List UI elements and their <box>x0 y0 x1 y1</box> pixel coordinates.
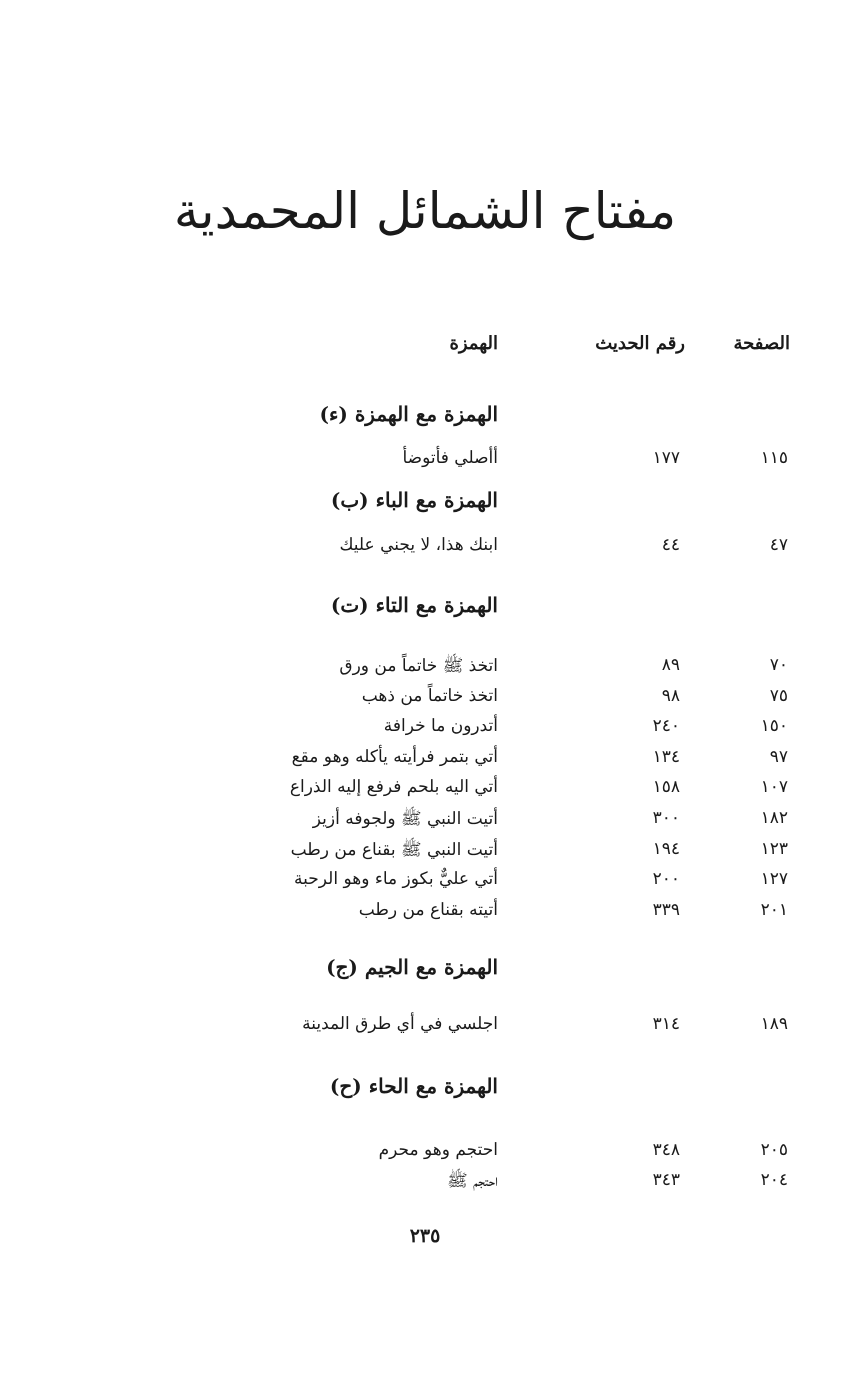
section-heading: الهمزة مع الجيم (ج) <box>326 955 498 979</box>
section-heading: الهمزة مع الباء (ب) <box>330 488 498 512</box>
index-row <box>0 808 850 834</box>
section-heading: الهمزة مع الهمزة (ء) <box>319 402 498 426</box>
header-page: الصفحة <box>733 333 790 354</box>
row-text: أتي عليٌّ بكوز ماء وهو الرحبة <box>294 869 498 889</box>
header-hadith-number: رقم الحديث <box>595 333 685 354</box>
section-heading: الهمزة مع التاء (ت) <box>330 593 498 617</box>
row-number: ٨٩ <box>661 655 680 675</box>
index-row <box>0 1014 850 1040</box>
header-hamza: الهمزة <box>449 333 498 354</box>
row-number: ٩٨ <box>661 686 680 706</box>
row-text: أتي بتمر فرأيته يأكله وهو مقع <box>291 747 498 767</box>
row-page: ١٨٢ <box>760 808 788 828</box>
page-number: ٢٣٥ <box>409 1225 441 1247</box>
index-row <box>0 686 850 712</box>
row-text: أتيته بقناع من رطب <box>358 900 498 920</box>
row-page: ١٨٩ <box>760 1014 788 1034</box>
row-text: ابنك هذا، لا يجني عليك <box>339 535 498 555</box>
index-row <box>0 1140 850 1166</box>
row-page: ١٠٧ <box>760 777 788 797</box>
row-page: ٩٧ <box>769 747 788 767</box>
row-page: ٧٠ <box>769 655 788 675</box>
row-number: ١٩٤ <box>652 839 680 859</box>
index-row <box>0 535 850 561</box>
row-page: ٢٠٥ <box>760 1140 788 1160</box>
row-number: ١٣٤ <box>652 747 680 767</box>
row-text: اجلسي في أي طرق المدينة <box>302 1014 498 1034</box>
row-text: احتجم وهو محرم <box>378 1140 498 1160</box>
section-heading: الهمزة مع الحاء (ح) <box>329 1074 498 1098</box>
row-number: ٣٠٠ <box>652 808 680 828</box>
row-page: ٤٧ <box>769 535 788 555</box>
row-text: أتدرون ما خرافة <box>383 716 498 736</box>
row-number: ٣٤٣ <box>652 1170 680 1190</box>
row-text: اتخذ ﷺ خاتماً من ورق <box>339 656 498 676</box>
index-row <box>0 1170 850 1196</box>
row-number: ٣٤٨ <box>652 1140 680 1160</box>
row-number: ٣٣٩ <box>652 900 680 920</box>
row-number: ٤٤ <box>661 535 680 555</box>
row-text: أتيت النبي ﷺ بقناع من رطب <box>290 840 498 860</box>
row-number: ٢٠٠ <box>652 869 680 889</box>
row-text: أتي اليه بلحم فرفع إليه الذراع <box>289 777 498 797</box>
index-row <box>0 716 850 742</box>
row-text: أتيت النبي ﷺ ولجوفه أزيز <box>312 809 498 829</box>
row-text: أأصلي فأتوضأ <box>402 448 498 468</box>
row-page: ١١٥ <box>760 448 788 468</box>
index-row <box>0 747 850 773</box>
row-page: ٢٠٤ <box>760 1170 788 1190</box>
row-text: احتجم ﷺ <box>447 1171 498 1191</box>
index-row <box>0 839 850 865</box>
row-page: ١٢٧ <box>760 869 788 889</box>
row-page: ١٥٠ <box>760 716 788 736</box>
index-row <box>0 900 850 926</box>
row-number: ٢٤٠ <box>652 716 680 736</box>
index-row <box>0 869 850 895</box>
row-page: ١٢٣ <box>760 839 788 859</box>
index-row <box>0 448 850 474</box>
row-number: ٣١٤ <box>652 1014 680 1034</box>
row-page: ٧٥ <box>769 686 788 706</box>
index-row <box>0 655 850 681</box>
row-text: اتخذ خاتماً من ذهب <box>361 686 498 706</box>
row-page: ٢٠١ <box>760 900 788 920</box>
row-number: ١٧٧ <box>652 448 680 468</box>
index-row <box>0 777 850 803</box>
page-title: مفتاح الشمائل المحمدية <box>173 182 677 240</box>
row-number: ١٥٨ <box>652 777 680 797</box>
